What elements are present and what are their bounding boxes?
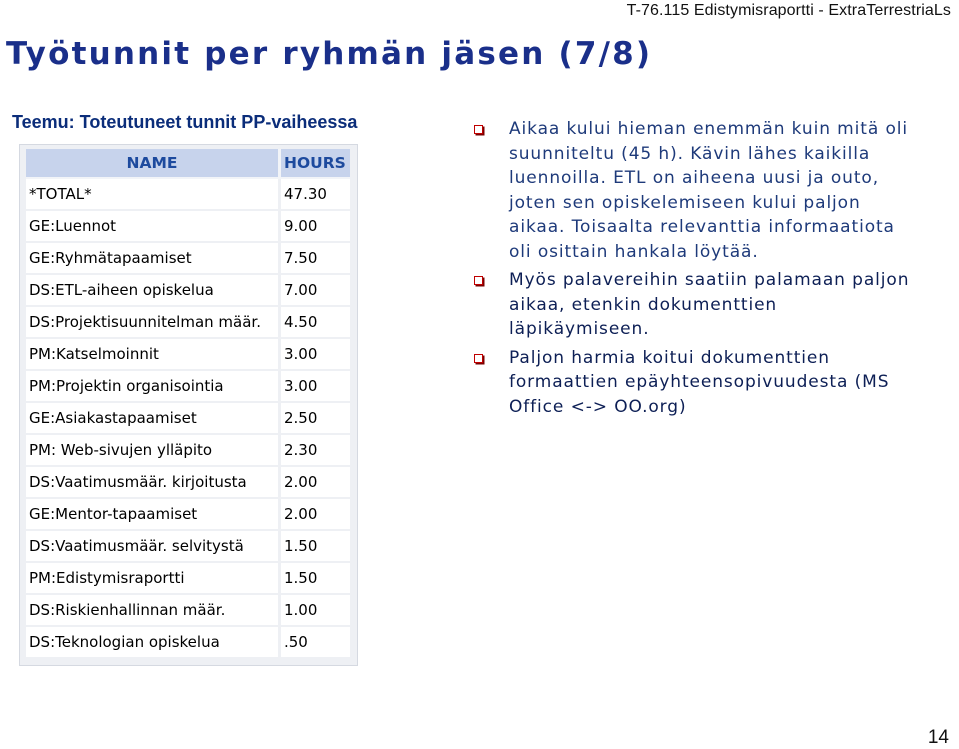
cell-name: PM:Projektin organisointia <box>26 371 281 403</box>
cell-hours: 2.00 <box>281 499 350 531</box>
cell-name: *TOTAL* <box>26 179 281 211</box>
cell-name: PM:Katselmoinnit <box>26 339 281 371</box>
table-row <box>26 211 350 243</box>
column-header-hours: HOURS <box>281 149 350 179</box>
table-row <box>26 563 350 595</box>
table-row <box>26 531 350 563</box>
table-row <box>26 371 350 403</box>
table-row <box>26 435 350 467</box>
cell-name: GE:Mentor-tapaamiset <box>26 499 281 531</box>
cell-hours: 1.50 <box>281 531 350 563</box>
table-row <box>26 467 350 499</box>
table-row <box>26 403 350 435</box>
cell-name: DS:Vaatimusmäär. selvitystä <box>26 531 281 563</box>
table-body <box>26 179 350 659</box>
slide-header <box>0 0 959 30</box>
cell-name: PM:Edistymisraportti <box>26 563 281 595</box>
cell-hours: 2.00 <box>281 467 350 499</box>
square-bullet-icon <box>474 354 483 363</box>
cell-name: DS:Vaatimusmäär. kirjoitusta <box>26 467 281 499</box>
cell-name: DS:Riskienhallinnan määr. <box>26 595 281 627</box>
cell-hours: 9.00 <box>281 211 350 243</box>
bullet-list <box>472 117 912 423</box>
table-row <box>26 595 350 627</box>
cell-hours: 2.30 <box>281 435 350 467</box>
cell-hours: 1.00 <box>281 595 350 627</box>
cell-name: GE:Luennot <box>26 211 281 243</box>
square-bullet-icon <box>474 125 483 134</box>
bullet-item <box>472 346 912 420</box>
cell-name: DS:Projektisuunnitelman määr. <box>26 307 281 339</box>
cell-name: DS:Teknologian opiskelua <box>26 627 281 659</box>
table-row <box>26 179 350 211</box>
cell-hours: 3.00 <box>281 339 350 371</box>
table-row <box>26 499 350 531</box>
cell-hours: 3.00 <box>281 371 350 403</box>
cell-name: GE:Ryhmätapaamiset <box>26 243 281 275</box>
course-header-text: T-76.115 Edistymisraportti - ExtraTerrestriaLs <box>626 2 951 19</box>
slide-title: Työtunnit per ryhmän jäsen (7/8) <box>6 36 653 72</box>
table-row <box>26 307 350 339</box>
bullet-text: Paljon harmia koitui dokumenttien formaattien epäyhteensopivuudesta (MS Office <-> OO.org) <box>509 347 890 417</box>
cell-hours: 4.50 <box>281 307 350 339</box>
table-row <box>26 275 350 307</box>
cell-name: GE:Asiakastapaamiset <box>26 403 281 435</box>
cell-hours: 47.30 <box>281 179 350 211</box>
cell-hours: .50 <box>281 627 350 659</box>
cell-hours: 1.50 <box>281 563 350 595</box>
cell-name: PM: Web-sivujen ylläpito <box>26 435 281 467</box>
table-row <box>26 339 350 371</box>
column-header-name: NAME <box>26 149 281 179</box>
cell-hours: 2.50 <box>281 403 350 435</box>
table-row <box>26 243 350 275</box>
cell-hours: 7.50 <box>281 243 350 275</box>
bullet-text: Aikaa kului hieman enemmän kuin mitä oli suunniteltu (45 h). Kävin lähes kaikilla luennoilla. ETL on aiheena uusi ja outo, joten sen opiskelemiseen kului paljon aikaa. Toisaalta relevanttia informaatiota oli osittain hankala löytää. <box>509 119 908 262</box>
hours-table <box>26 149 350 659</box>
cell-name: DS:ETL-aiheen opiskelua <box>26 275 281 307</box>
page-number: 14 <box>927 727 949 748</box>
bullet-item <box>472 268 912 342</box>
bullet-item <box>472 117 912 264</box>
table-row <box>26 627 350 659</box>
table-header-row <box>26 149 350 179</box>
square-bullet-icon <box>474 276 483 285</box>
bullet-text: Myös palavereihin saatiin palamaan paljon aikaa, etenkin dokumenttien läpikäymiseen. <box>509 270 910 339</box>
table-caption: Teemu: Toteutuneet tunnit PP-vaiheessa <box>12 112 358 132</box>
cell-hours: 7.00 <box>281 275 350 307</box>
